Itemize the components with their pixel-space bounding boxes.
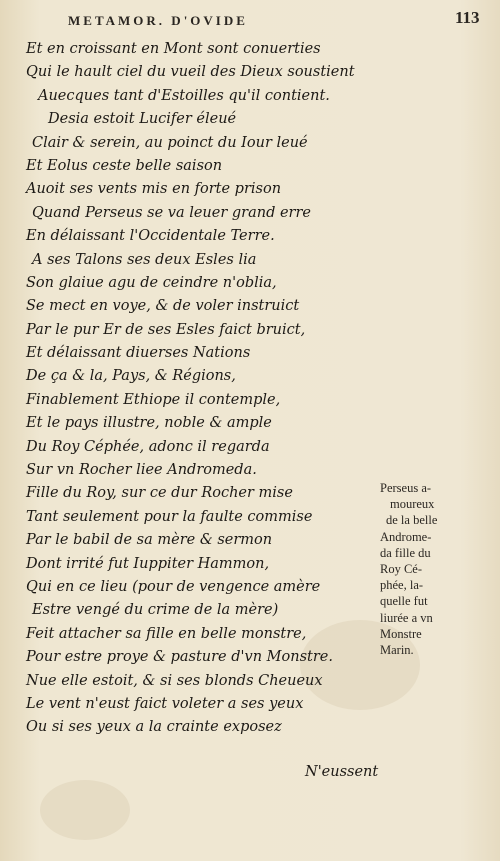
verse-line: Quand Perseus se va leuer grand erre bbox=[32, 204, 311, 221]
page-number: 113 bbox=[455, 8, 480, 27]
marginal-note-line: moureux bbox=[390, 497, 435, 512]
verse-line: Finablement Ethiope il contemple, bbox=[26, 391, 281, 408]
catchword: N'eussent bbox=[305, 764, 379, 780]
verse-line: Ou si ses yeux a la crainte exposez bbox=[26, 719, 282, 736]
verse-line: Qui en ce lieu (pour de vengence amère bbox=[26, 578, 321, 595]
marginal-note-line: Androme- bbox=[380, 529, 432, 544]
verse-line: Clair & serein, au poinct du Iour leué bbox=[32, 134, 308, 151]
verse-line: Qui le hault ciel du vueil des Dieux soustient bbox=[26, 64, 355, 81]
verse-line: Et en croissant en Mont sont conuerties bbox=[26, 41, 321, 57]
verse-block bbox=[26, 38, 366, 740]
verse-line: Desia estoit Lucifer éleué bbox=[48, 111, 237, 128]
verse-line: Fille du Roy, sur ce dur Rocher mise bbox=[26, 485, 293, 502]
marginal-note-line: liurée a vn bbox=[380, 610, 433, 625]
verse-line: Dont irrité fut Iuppiter Hammon, bbox=[26, 555, 270, 572]
verse-line: Et le pays illustre, noble & ample bbox=[26, 415, 272, 432]
marginal-note-line: quelle fut bbox=[380, 594, 428, 609]
verse-line: En délaissant l'Occidentale Terre. bbox=[26, 228, 275, 245]
running-head: METAMOR. D'OVIDE bbox=[68, 13, 248, 28]
verse-line: Sur vn Rocher liee Andromeda. bbox=[26, 462, 257, 479]
verse-line: Et Eolus ceste belle saison bbox=[26, 157, 223, 174]
verse-line: Et délaissant diuerses Nations bbox=[26, 345, 251, 362]
verse-line: Auecques tant d'Estoilles qu'il contient. bbox=[38, 87, 330, 104]
verse-line: Nue elle estoit, & si ses blonds Cheueux bbox=[26, 672, 323, 689]
verse-line: Feit attacher sa fille en belle monstre, bbox=[26, 625, 307, 642]
verse-line: Auoit ses vents mis en forte prison bbox=[26, 181, 282, 198]
marginal-note-line: Marin. bbox=[380, 643, 414, 658]
verse-line: De ça & la, Pays, & Régions, bbox=[26, 368, 236, 385]
marginal-note-line: da fille du bbox=[380, 545, 431, 560]
verse-line: Estre vengé du crime de la mère) bbox=[32, 602, 279, 619]
verse-line: Le vent n'eust faict voleter a ses yeux bbox=[26, 695, 304, 712]
verse-line: Du Roy Céphée, adonc il regarda bbox=[26, 438, 270, 455]
verse-line: Tant seulement pour la faulte commise bbox=[26, 508, 313, 525]
marginal-note-line: phée, la- bbox=[380, 578, 424, 593]
paper-stain bbox=[40, 780, 130, 840]
verse-line: Par le babil de sa mère & sermon bbox=[26, 532, 273, 549]
marginal-note-line: Perseus a- bbox=[380, 481, 432, 495]
marginal-note-line: Monstre bbox=[380, 626, 422, 641]
marginal-note-line: Roy Cé- bbox=[380, 562, 423, 577]
marginal-note bbox=[380, 480, 478, 658]
verse-line: Par le pur Er de ses Esles faict bruict, bbox=[26, 321, 306, 338]
verse-line: A ses Talons ses deux Esles lia bbox=[32, 251, 257, 268]
verse-line: Pour estre proye & pasture d'vn Monstre. bbox=[26, 649, 333, 666]
verse-line: Se mect en voye, & de voler instruict bbox=[26, 298, 300, 315]
verse-line: Son glaiue agu de ceindre n'oblia, bbox=[26, 274, 277, 291]
marginal-note-line: de la belle bbox=[386, 513, 438, 528]
